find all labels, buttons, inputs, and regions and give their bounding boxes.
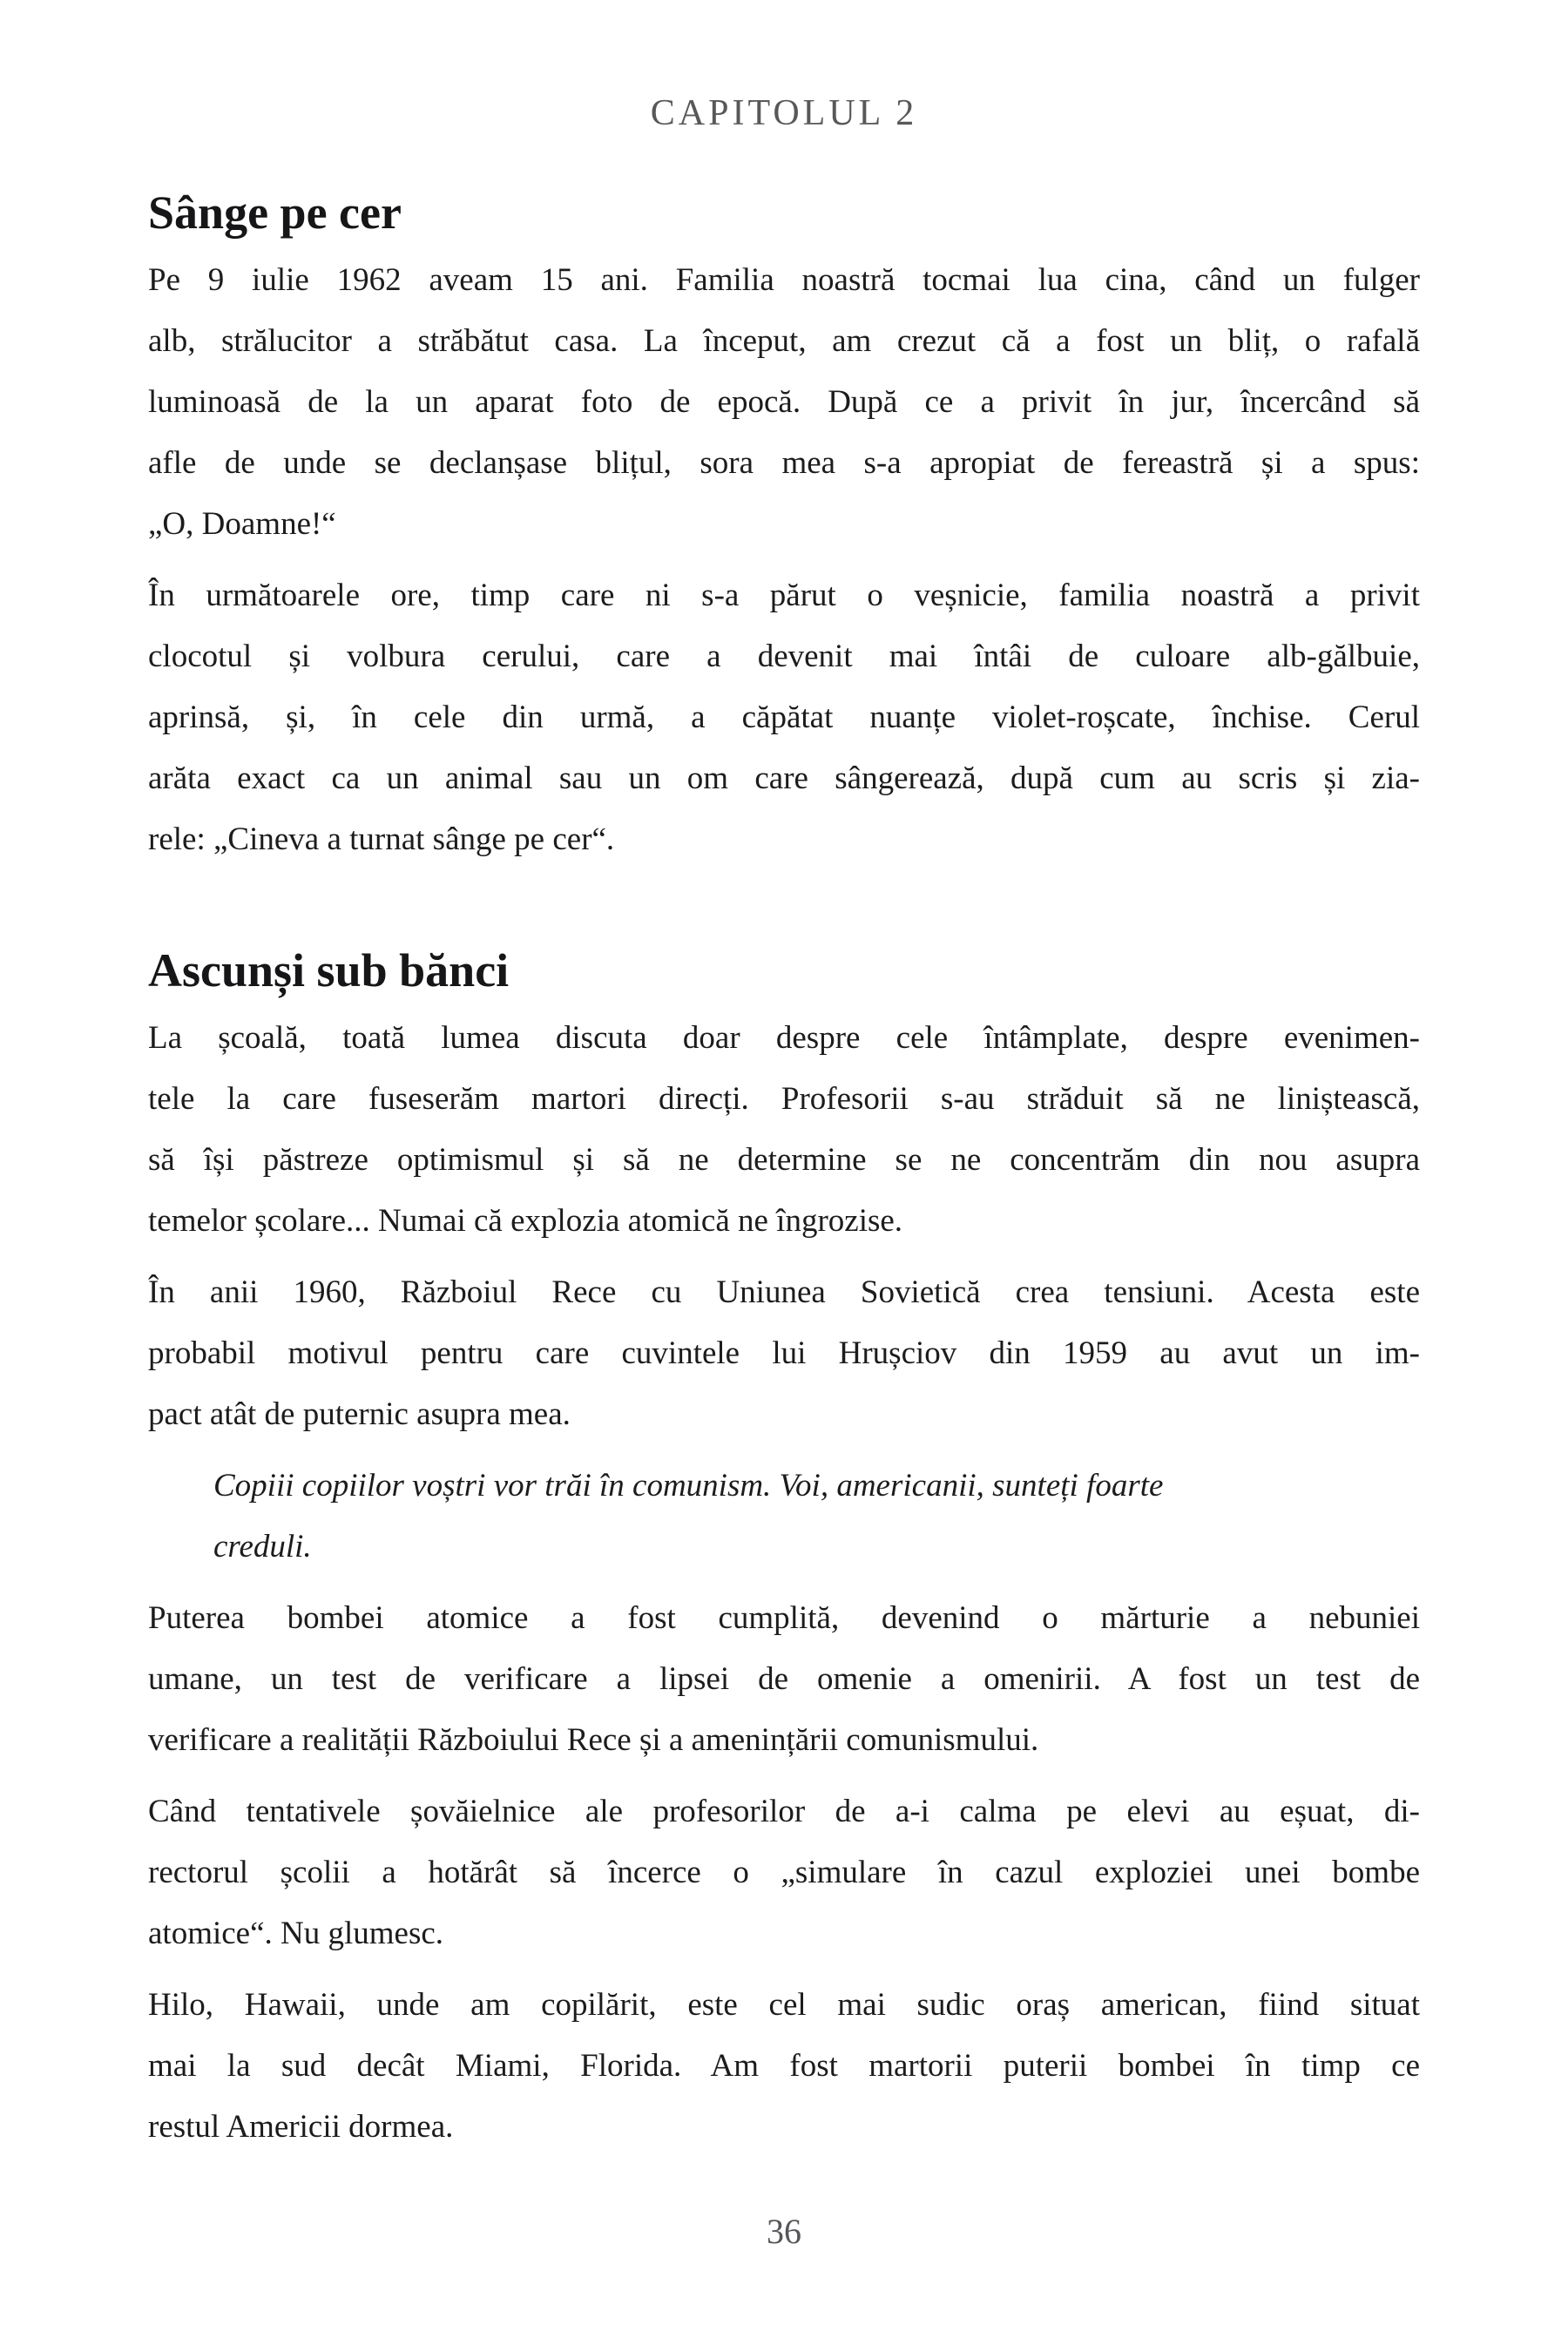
paragraph xyxy=(148,1008,1420,1252)
text-line: Puterea bombei atomice a fost cumplită, devenind o mărturie a nebuniei xyxy=(148,1600,1420,1636)
text-line: pact atât de puternic asupra mea. xyxy=(148,1396,571,1432)
text-line: arăta exact ca un animal sau un om care sângerează, după cum au scris și zia- xyxy=(148,760,1420,796)
text-line: umane, un test de verificare a lipsei de omenie a omenirii. A fost un test de xyxy=(148,1661,1420,1697)
text-line: Pe 9 iulie 1962 aveam 15 ani. Familia noastră tocmai lua cina, când un fulger xyxy=(148,262,1420,298)
text-line: Hilo, Hawaii, unde am copilărit, este cel mai sudic oraș american, fiind situat xyxy=(148,1987,1420,2023)
text-line: restul Americii dormea. xyxy=(148,2109,454,2145)
section-heading: Ascunși sub bănci xyxy=(148,944,510,997)
text-line: rele: „Cineva a turnat sânge pe cer“. xyxy=(148,821,615,857)
page-number: 36 xyxy=(767,2212,801,2251)
paragraph xyxy=(148,1588,1420,1771)
text-line: aprinsă, și, în cele din urmă, a căpătat nuanțe violet-roșcate, închise. Cerul xyxy=(148,700,1420,735)
text-line: temelor școlare... Numai că explozia atomică ne îngrozise. xyxy=(148,1203,903,1239)
paragraph xyxy=(148,1262,1420,1445)
text-line: afle de unde se declanșase blițul, sora mea s-a apropiat de fereastră și a spus: xyxy=(148,445,1420,481)
text-line: alb, strălucitor a străbătut casa. La început, am crezut că a fost un bliț, o rafală xyxy=(148,323,1420,359)
text-line: În următoarele ore, timp care ni s-a părut o veșnicie, familia noastră a privit xyxy=(148,578,1420,613)
paragraph xyxy=(148,250,1420,555)
text-line: rectorul școlii a hotărât să încerce o „simulare în cazul exploziei unei bombe xyxy=(148,1855,1420,1890)
text-line: tele la care fuseserăm martori direcți. Profesorii s-au străduit să ne liniștească, xyxy=(148,1081,1420,1117)
text-line: La școală, toată lumea discuta doar despre cele întâmplate, despre evenimen- xyxy=(148,1020,1420,1056)
page-content xyxy=(148,186,1420,2158)
paragraph xyxy=(148,1781,1420,1964)
paragraph xyxy=(148,1975,1420,2158)
text-line: atomice“. Nu glumesc. xyxy=(148,1916,444,1951)
text-line: În anii 1960, Războiul Rece cu Uniunea Sovietică crea tensiuni. Acesta este xyxy=(148,1274,1420,1310)
text-line: Când tentativele șovăielnice ale profesorilor de a-i calma pe elevi au eșuat, di- xyxy=(148,1794,1420,1829)
paragraph xyxy=(148,565,1420,870)
text-line: mai la sud decât Miami, Florida. Am fost martorii puterii bombei în timp ce xyxy=(148,2048,1420,2084)
text-line: probabil motivul pentru care cuvintele lui Hrușciov din 1959 au avut un im- xyxy=(148,1335,1420,1371)
text-line: să își păstreze optimismul și să ne determine se ne concentrăm din nou asupra xyxy=(148,1142,1420,1178)
text-line: „O, Doamne!“ xyxy=(148,506,336,542)
chapter-header: CAPITOLUL 2 xyxy=(650,93,918,133)
section-heading: Sânge pe cer xyxy=(148,186,402,239)
text-line: Copiii copiilor voștri vor trăi în comunism. Voi, americanii, sunteți foarte xyxy=(213,1468,1164,1504)
text-line: creduli. xyxy=(213,1529,312,1565)
text-line: verificare a realității Războiului Rece și a amenințării comunismului. xyxy=(148,1722,1039,1758)
text-line: luminoasă de la un aparat foto de epocă. După ce a privit în jur, încercând să xyxy=(148,384,1420,420)
text-line: clocotul și volbura cerului, care a devenit mai întâi de culoare alb-gălbuie, xyxy=(148,639,1420,674)
quote-block xyxy=(148,1456,1420,1578)
